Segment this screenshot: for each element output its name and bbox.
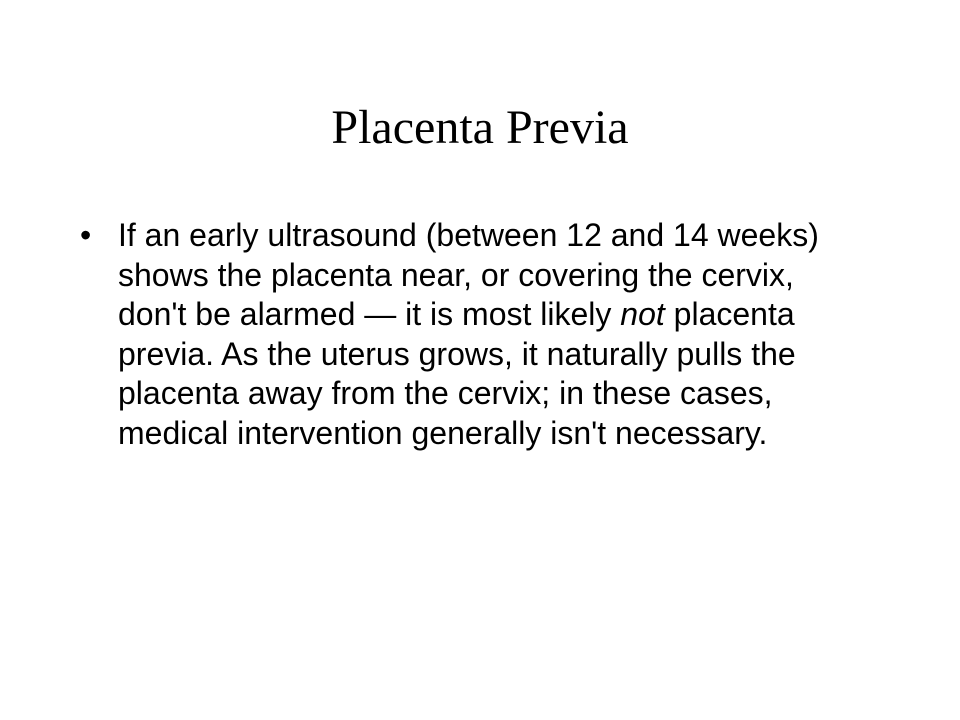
bullet-text-start: If an early ultrasound (between 12 and 14 weeks) shows the placenta near, or covering the cervix, don't be alarmed — it is most likely xyxy=(118,217,819,332)
bullet-item xyxy=(80,216,870,453)
slide-title: Placenta Previa xyxy=(331,101,629,154)
bullet-list xyxy=(80,216,870,453)
bullet-text-end: placenta previa. As the uterus grows, it naturally pulls the placenta away from the cervix; in these cases, medical intervention generally isn't necessary. xyxy=(118,296,796,451)
bullet-dot-icon: • xyxy=(80,217,92,253)
bullet-emphasis: not xyxy=(620,296,665,332)
